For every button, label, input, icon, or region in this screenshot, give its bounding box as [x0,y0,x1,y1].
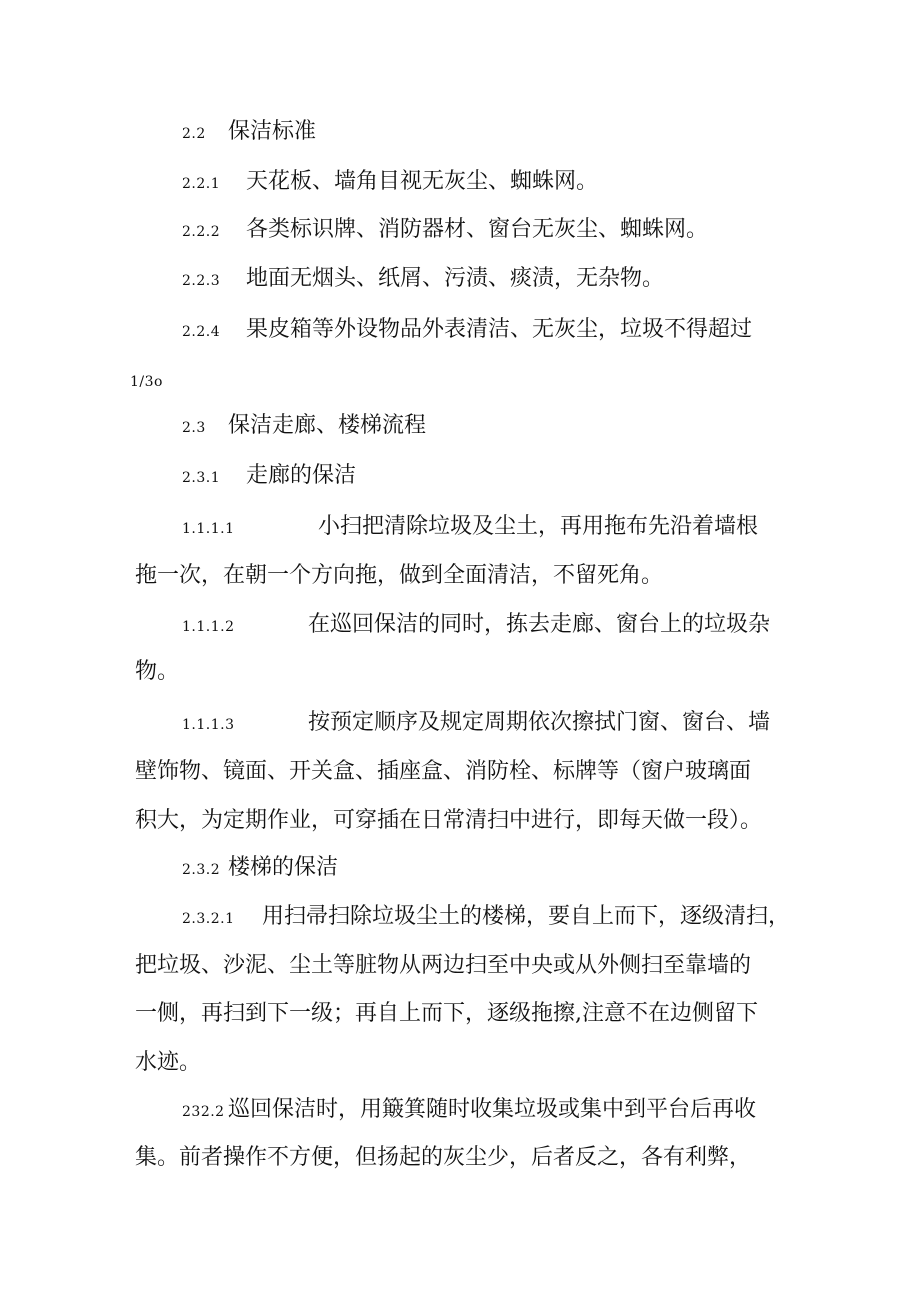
item-text: 各类标识牌、消防器材、窗台无灰尘、蜘蛛网。 [246,217,709,242]
item-text: 用扫帚扫除垃圾尘土的楼梯，要自上而下，逐级清扫， [262,904,791,929]
item-text: 果皮箱等外设物品外表清洁、无灰尘，垃圾不得超过 [246,317,753,342]
paragraph-text: 积大，为定期作业，可穿插在日常清扫中进行，即每天做一段）。 [135,808,763,833]
heading-text: 保洁标准 [228,119,317,144]
item-text: 天花板、墙角目视无灰尘、蜘蛛网。 [246,169,599,194]
paragraph-text: 壁饰物、镜面、开关盒、插座盒、消防栓、标牌等（窗户玻璃面 [135,759,752,784]
section-number: 2.2.4 [182,324,221,340]
section-number: 2.2.2 [182,224,221,240]
paragraph-text: 物。 [135,659,180,684]
paragraph-text: 集。前者操作不方便，但扬起的灰尘少，后者反之，各有利弊， [135,1145,752,1170]
section-number: 2.3.1 [182,470,221,486]
heading-text: 保洁走廊、楼梯流程 [228,413,427,438]
section-number: 232.2 [182,1104,225,1120]
item-text: 小扫把清除垃圾及尘土，再用拖布先沿着墙根 [318,514,759,539]
section-number: 2.2.1 [182,176,221,192]
paragraph-text: 一侧，再扫到下一级；再自上而下，逐级拖擦,注意不在边侧留下 [135,1001,758,1026]
section-number: 2.2.3 [182,273,221,289]
paragraph-text: 拖一次，在朝一个方向拖，做到全面清洁，不留死角。 [135,563,664,588]
section-number: 2.3.2.1 [182,911,235,927]
section-number: 2.2 [182,126,206,142]
section-number: 2.3 [182,420,206,436]
section-number: 1.1.1.2 [182,619,235,635]
section-number: 2.3.2 [182,862,221,878]
paragraph-text: 把垃圾、沙泥、尘土等脏物从两边扫至中央或从外侧扫至靠墙的 [135,953,752,978]
heading-text: 走廊的保洁 [246,463,357,488]
item-text: 地面无烟头、纸屑、污渍、痰渍，无杂物。 [246,266,665,291]
item-text: 巡回保洁时，用簸箕随时收集垃圾或集中到平台后再收 [228,1097,757,1122]
item-text: 在巡回保洁的同时，拣去走廊、窗台上的垃圾杂 [308,612,771,637]
heading-text: 楼梯的保洁 [228,855,339,880]
section-number: 1.1.1.3 [182,717,235,733]
continuation-text: 1/3o [130,374,163,390]
item-text: 按预定顺序及规定周期依次擦拭门窗、窗台、墙 [308,710,771,735]
paragraph-text: 水迹。 [135,1050,202,1075]
section-number: 1.1.1.1 [182,521,235,537]
